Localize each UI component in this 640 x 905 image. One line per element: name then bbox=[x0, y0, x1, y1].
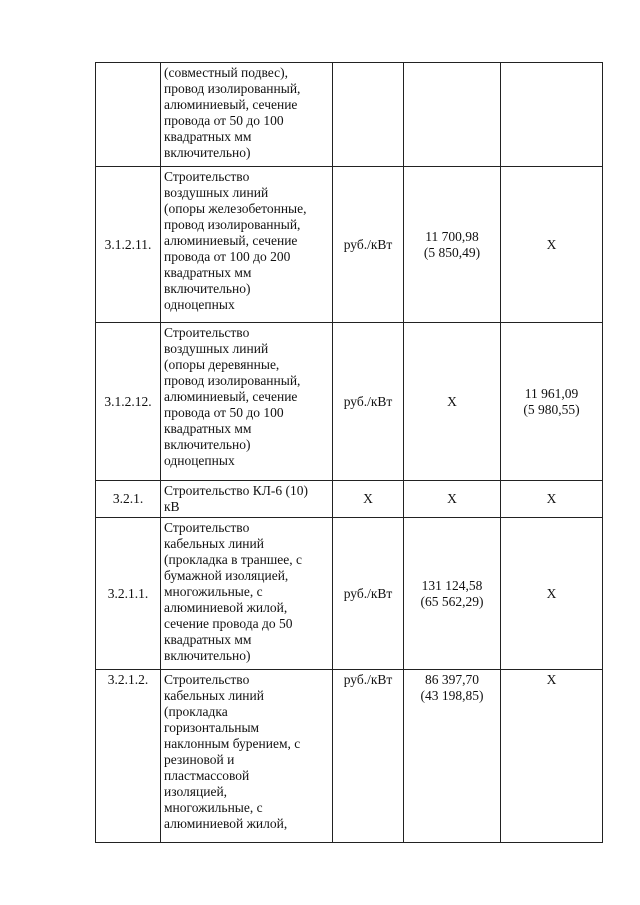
row-value-2: Х bbox=[501, 167, 603, 323]
row-unit: руб./кВт bbox=[333, 167, 404, 323]
row-unit bbox=[333, 63, 404, 167]
row-value-1: Х bbox=[404, 323, 501, 481]
row-value-2: 11 961,09 (5 980,55) bbox=[501, 323, 603, 481]
row-number: 3.1.2.12. bbox=[96, 323, 161, 481]
row-number: 3.2.1.2. bbox=[96, 670, 161, 843]
row-value-1: 131 124,58 (65 562,29) bbox=[404, 518, 501, 670]
row-unit: руб./кВт bbox=[333, 518, 404, 670]
row-value-1: 86 397,70 (43 198,85) bbox=[404, 670, 501, 843]
row-description: Строительство воздушных линий (опоры деревянные, провод изолированный, алюминиевый, сечение провода от 50 до 100 квадратных мм включительно) одноцепных bbox=[161, 323, 333, 481]
row-number: 3.2.1. bbox=[96, 481, 161, 518]
row-description: (совместный подвес), провод изолированный, алюминиевый, сечение провода от 50 до 100 квадратных мм включительно) bbox=[161, 63, 333, 167]
row-value-1 bbox=[404, 63, 501, 167]
table-row bbox=[96, 670, 603, 843]
row-description: Строительство кабельных линий (прокладка в траншее, с бумажной изоляцией, многожильные, с алюминиевой жилой, сечение провода до 50 квадратных мм включительно) bbox=[161, 518, 333, 670]
row-unit: руб./кВт bbox=[333, 670, 404, 843]
row-value-2: Х bbox=[501, 518, 603, 670]
row-value-1: 11 700,98 (5 850,49) bbox=[404, 167, 501, 323]
row-unit: Х bbox=[333, 481, 404, 518]
row-description: Строительство кабельных линий (прокладка горизонтальным наклонным бурением, с резиновой и пластмассовой изоляцией, многожильные, с алюминиевой жилой, bbox=[161, 670, 333, 843]
row-number: 3.1.2.11. bbox=[96, 167, 161, 323]
row-value-1: Х bbox=[404, 481, 501, 518]
table-row bbox=[96, 323, 603, 481]
row-value-2: Х bbox=[501, 670, 603, 843]
row-description: Строительство КЛ-6 (10) кВ bbox=[161, 481, 333, 518]
row-value-2 bbox=[501, 63, 603, 167]
row-number: 3.2.1.1. bbox=[96, 518, 161, 670]
row-value-2: Х bbox=[501, 481, 603, 518]
table-row bbox=[96, 167, 603, 323]
table-row bbox=[96, 481, 603, 518]
row-unit: руб./кВт bbox=[333, 323, 404, 481]
table-row bbox=[96, 518, 603, 670]
row-description: Строительство воздушных линий (опоры железобетонные, провод изолированный, алюминиевый, сечение провода от 100 до 200 квадратных мм включительно) одноцепных bbox=[161, 167, 333, 323]
tariff-table bbox=[95, 62, 603, 843]
table-row bbox=[96, 63, 603, 167]
row-number bbox=[96, 63, 161, 167]
